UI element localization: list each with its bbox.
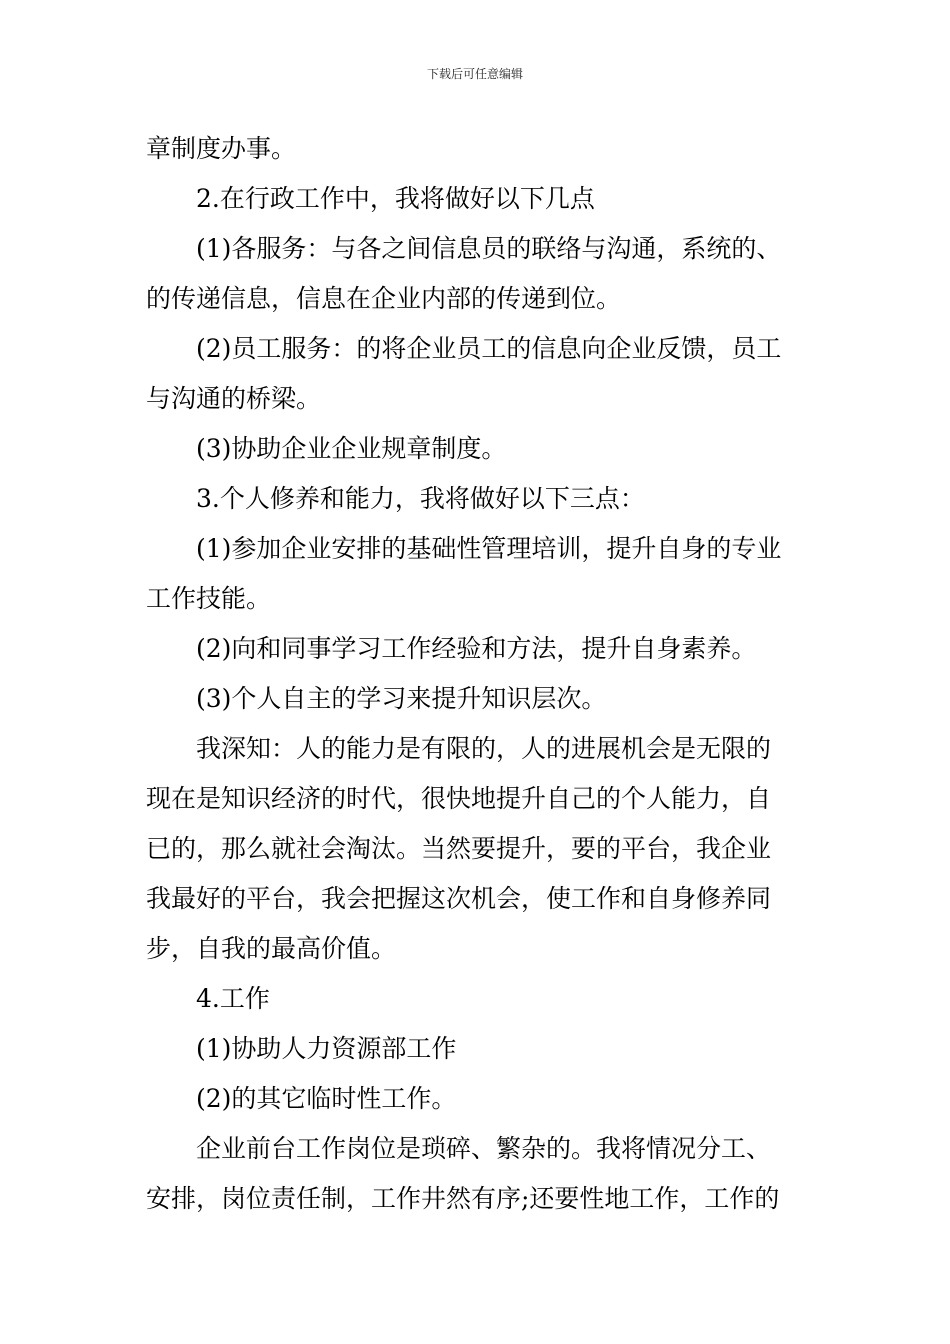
text-line-6: 与沟通的桥梁。 — [146, 384, 322, 413]
text-line-10: 工作技能。 — [146, 584, 272, 613]
text-line-13: 我深知：人的能力是有限的，人的进展机会是无限的 — [196, 734, 772, 763]
page-header: 下载后可任意编辑 — [426, 67, 523, 81]
text-line-7: (3)协助企业企业规章制度。 — [196, 434, 507, 463]
text-line-9: (1)参加企业安排的基础性管理培训，提升自身的专业 — [196, 534, 782, 563]
text-line-20: (2)的其它临时性工作。 — [196, 1084, 457, 1113]
text-line-18: 4.工作 — [196, 984, 270, 1013]
text-line-19: (1)协助人力资源部工作 — [196, 1034, 457, 1063]
text-line-11: (2)向和同事学习工作经验和方法，提升自身素养。 — [196, 634, 757, 663]
text-line-3: (1)各服务：与各之间信息员的联络与沟通，系统的、 — [196, 234, 782, 263]
text-line-5: (2)员工服务：的将企业员工的信息向企业反馈，员工 — [196, 334, 782, 363]
text-line-14: 现在是知识经济的时代，很快地提升自己的个人能力，自 — [146, 784, 772, 813]
text-line-15: 已的，那么就社会淘汰。当然要提升，要的平台，我企业 — [146, 834, 772, 863]
text-line-1: 章制度办事。 — [146, 134, 297, 163]
text-line-12: (3)个人自主的学习来提升知识层次。 — [196, 684, 607, 713]
text-line-16: 我最好的平台，我会把握这次机会，使工作和自身修养同 — [146, 884, 772, 913]
text-line-8: 3.个人修养和能力，我将做好以下三点： — [196, 484, 645, 513]
text-line-4: 的传递信息，信息在企业内部的传递到位。 — [146, 284, 622, 313]
text-line-21: 企业前台工作岗位是琐碎、繁杂的。我将情况分工、 — [196, 1134, 772, 1163]
document-body — [146, 124, 810, 1224]
text-line-2: 2.在行政工作中，我将做好以下几点 — [196, 184, 595, 213]
text-line-17: 步，自我的最高价值。 — [146, 934, 397, 963]
text-line-22: 安排，岗位责任制，工作井然有序;还要性地工作，工作的 — [146, 1184, 780, 1213]
